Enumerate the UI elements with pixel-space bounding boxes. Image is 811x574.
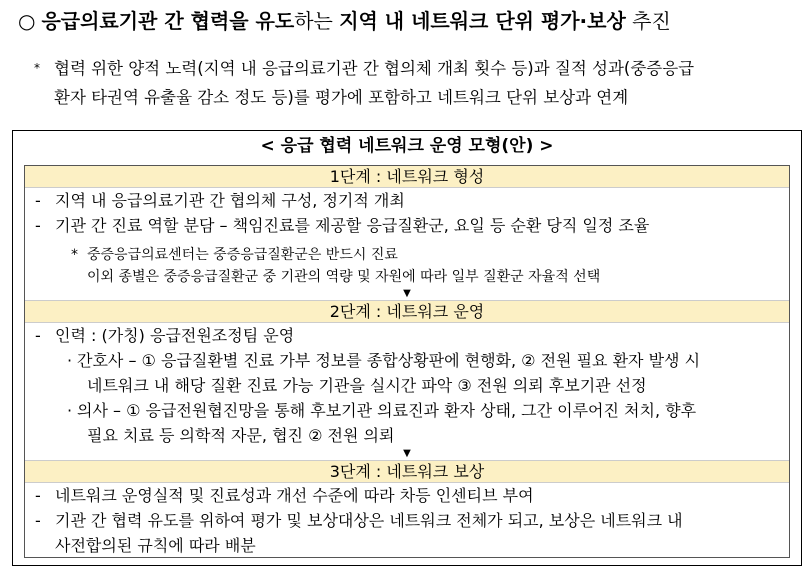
footnote-line-1: * 협력 위한 양적 노력(지역 내 응급의료기관 간 협의체 개최 횟수 등)과 질적 성과(중증응급	[34, 54, 804, 83]
stage-1-header: 1단계 : 네트워크 형성	[25, 166, 789, 188]
footnote	[34, 54, 804, 112]
nurse-line-1: · 간호사 – ① 응급질환별 진료 가부 정보를 종합상황판에 현행화, ② 전원 필요 환자 발생 시	[67, 351, 701, 370]
stage-3-item-2-cont: 사전합의된 규칙에 따라 배분	[55, 536, 256, 555]
section-heading	[18, 8, 808, 34]
box-title: < 응급 협력 네트워크 운영 모형(안) >	[260, 136, 554, 156]
nurse-line-2: 네트워크 내 해당 질환 진료 가능 기관을 실시간 파악 ③ 전원 의뢰 후보기관 선정	[87, 376, 647, 395]
stage-1-item-1: - 지역 내 응급의료기관 간 협의체 구성, 정기적 개최	[35, 191, 405, 210]
heading-bold-1: 응급의료기관 간 협력을 유도	[41, 9, 295, 33]
stage-1-note-line-2: 이외 종별은 중증응급질환군 중 기관의 역량 및 자원에 따라 일부 질환군 자율적 선택	[87, 269, 601, 285]
stage-1-note-line-1: * 중증응급의료센터는 중증응급질환군은 반드시 진료	[71, 247, 398, 263]
stage-3-item-1: - 네트워크 운영실적 및 진료성과 개선 수준에 따라 차등 인센티브 부여	[35, 486, 534, 505]
footnote-line-2: 환자 타권역 유출율 감소 정도 등)를 평가에 포함하고 네트워크 단위 보상과 연계	[54, 88, 629, 107]
stage-1-item-2: - 기관 간 진료 역할 분담 – 책임진료를 제공할 응급질환군, 요일 등 순환 당직 일정 조율	[35, 216, 650, 235]
circle-bullet: ○	[18, 9, 36, 33]
heading-normal-1: 하는	[294, 9, 340, 33]
doctor-line-2: 필요 치료 등 의학적 자문, 협진 ② 전원 의뢰	[87, 426, 395, 445]
stage-3-item-2: - 기관 간 협력 유도를 위하여 평가 및 보상대상은 네트워크 전체가 되고, 보상은 네트워크 내	[35, 511, 683, 530]
network-model-box	[12, 130, 802, 566]
heading-normal-2: 추진	[625, 9, 671, 33]
stage-2-item: - 인력 : (가칭) 응급전원조정팀 운영	[35, 326, 295, 345]
stage-2-header: 2단계 : 네트워크 운영	[25, 300, 789, 323]
heading-bold-2: 지역 내 네트워크 단위 평가·보상	[339, 9, 626, 33]
doctor-line-1: · 의사 – ① 응급전원협진망을 통해 후보기관 의료진과 환자 상태, 그간 이루어진 처치, 향후	[67, 401, 697, 420]
down-arrow-icon: ▼	[403, 288, 411, 299]
footnote-star: *	[34, 61, 40, 75]
down-arrow-icon: ▼	[403, 448, 411, 459]
stages-panel	[24, 165, 790, 558]
stage-3-header: 3단계 : 네트워크 보상	[25, 460, 789, 483]
